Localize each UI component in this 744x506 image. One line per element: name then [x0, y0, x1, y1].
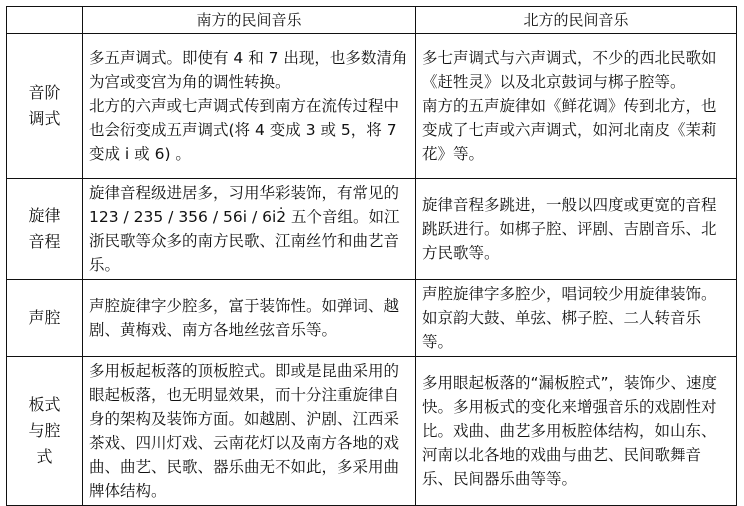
- header-row: [7, 7, 737, 34]
- cell-paragraph: 旋律音程级进居多，习用华彩装饰，有常见的 123 / 235 / 356 / 56i̇ / 6i̇2̇ 五个音组。如江浙民歌等众多的南方民歌、江南丝竹和曲艺音乐。: [89, 184, 400, 274]
- row-label-line: 板式: [28, 395, 61, 414]
- south-cell: [83, 357, 416, 506]
- comparison-table-container: [6, 6, 737, 506]
- row-label: [7, 34, 83, 179]
- north-cell: [416, 34, 737, 179]
- row-label-line: 旋律: [28, 206, 61, 225]
- north-header: 北方的民间音乐: [416, 7, 737, 34]
- table-row: [7, 34, 737, 179]
- row-label-line: 声腔: [28, 308, 61, 327]
- cell-paragraph: 多五声调式。即使有 4 和 7 出现，也多数清角为宫或变宫为角的调性转换。: [89, 49, 408, 91]
- cell-paragraph: 南方的五声旋律如《鲜花调》传到北方，也变成了七声或六声调式，如河北南皮《茉莉花》等。: [422, 97, 717, 163]
- row-label-line: 式: [36, 447, 53, 466]
- row-label-line: 与腔: [28, 421, 61, 440]
- north-cell: [416, 179, 737, 280]
- cell-paragraph: 多用板起板落的顶板腔式。即或是昆曲采用的眼起板落，也无明显效果，而十分注重旋律自身的架构及装饰方面。如越剧、沪剧、江西采茶戏、四川灯戏、云南花灯以及南方各地的戏曲、曲艺、民歌、器乐曲无不如此，多采用曲牌体结构。: [89, 362, 400, 500]
- cell-paragraph: 声腔旋律字少腔多，富于装饰性。如弹词、越剧、黄梅戏、南方各地丝弦音乐等。: [89, 297, 400, 339]
- table-row: [7, 280, 737, 357]
- table-row: [7, 179, 737, 280]
- cell-paragraph: 多用眼起板落的“漏板腔式”，装饰少、速度快。多用板式的变化来增强音乐的戏剧性对比。戏曲、曲艺多用板腔体结构，如山东、河南以北各地的戏曲与曲艺、民间歌舞音乐、民间器乐曲等等。: [422, 374, 718, 488]
- cell-paragraph: 多七声调式与六声调式，不少的西北民歌如《赶牲灵》以及北京鼓词与梆子腔等。: [422, 49, 717, 91]
- comparison-table: [6, 6, 737, 506]
- row-label: [7, 280, 83, 357]
- cell-paragraph: 声腔旋律字多腔少，唱词较少用旋律装饰。如京韵大鼓、单弦、梆子腔、二人转音乐等。: [422, 285, 717, 351]
- row-label-line: 音阶: [28, 83, 61, 102]
- row-label-line: 音程: [28, 232, 61, 251]
- corner-cell: [7, 7, 83, 34]
- south-cell: [83, 280, 416, 357]
- table-row: [7, 357, 737, 506]
- cell-paragraph: 北方的六声或七声调式传到南方在流传过程中也会衍变成五声调式(将 4 变成 3 或 5，将 7 变成 i̇ 或 6) 。: [89, 97, 400, 163]
- row-label: [7, 179, 83, 280]
- south-cell: [83, 179, 416, 280]
- cell-paragraph: 旋律音程多跳进，一般以四度或更宽的音程跳跃进行。如梆子腔、评剧、吉剧音乐、北方民歌等。: [422, 196, 717, 262]
- south-header: 南方的民间音乐: [83, 7, 416, 34]
- row-label-line: 调式: [28, 109, 61, 128]
- south-cell: [83, 34, 416, 179]
- north-cell: [416, 357, 737, 506]
- row-label: [7, 357, 83, 506]
- north-cell: [416, 280, 737, 357]
